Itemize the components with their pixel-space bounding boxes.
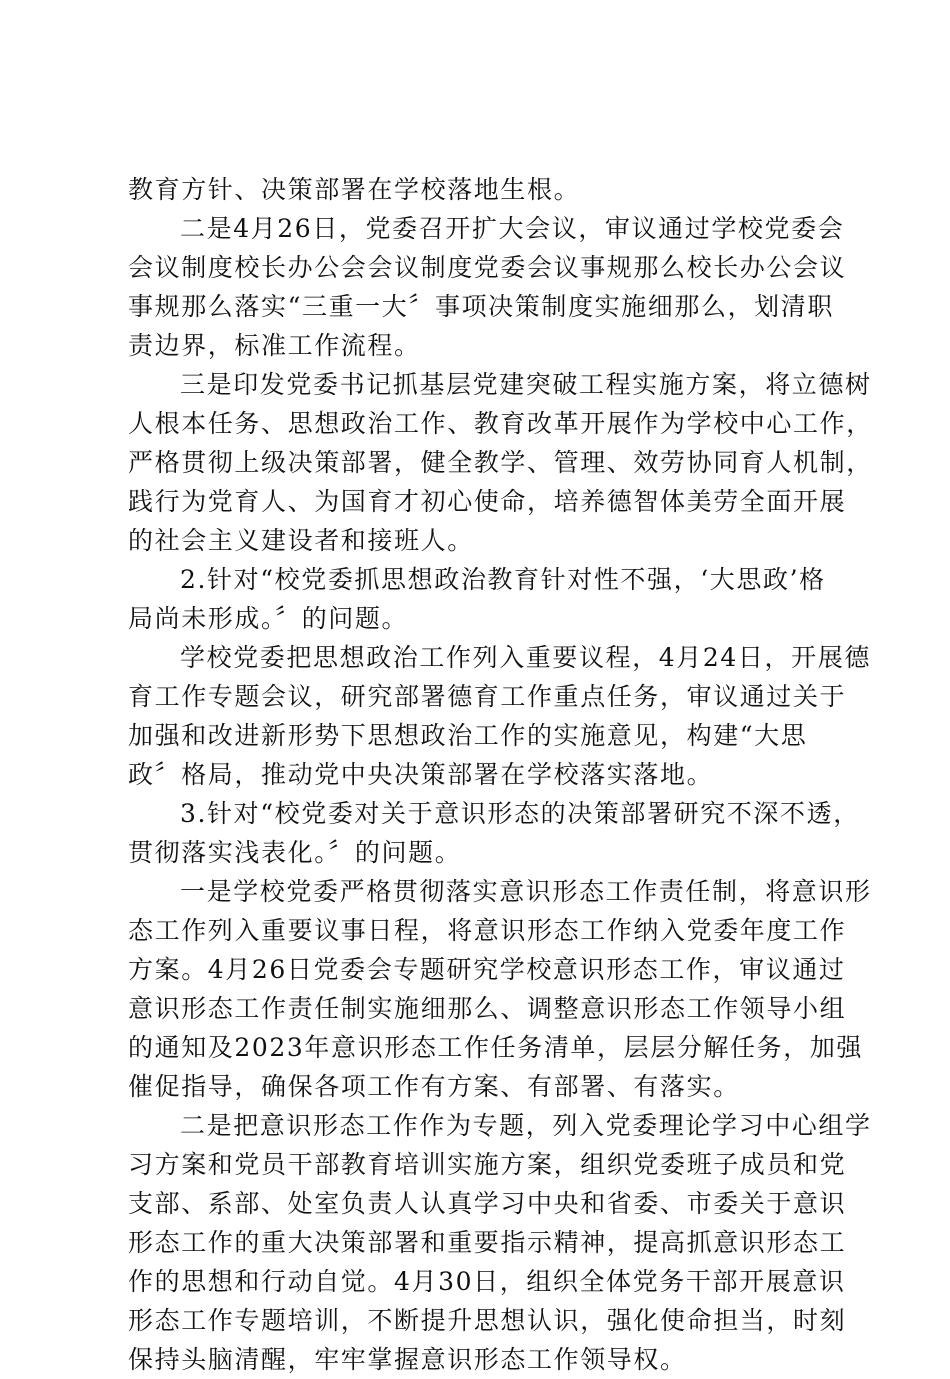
paragraph-start-line: 二是把意识形态工作作为专题，列入党委理论学习中心组学 [180,1111,872,1140]
text-line: 的社会主义建设者和接班人。 [128,526,474,555]
text-line: 意识形态工作责任制实施细那么、调整意识形态工作领导小组 [128,994,847,1023]
section-heading-line: 3.针对“校党委对关于意识形态的决策部署研究不深不透， [180,799,860,828]
text-line: 的通知及2023年意识形态工作任务清单，层层分解任务，加强 [128,1033,864,1062]
text-line: 践行为党育人、为国育才初心使命，培养德智体美劳全面开展 [128,487,847,516]
text-line: 严格贯彻上级决策部署，健全教学、管理、效劳协同育人机制， [128,448,873,477]
text-line: 催促指导，确保各项工作有方案、有部署、有落实。 [128,1072,740,1101]
text-line: 事规那么落实“三重一大〞事项决策制度实施细那么，划清职 [128,292,834,321]
text-line: 保持头脑清醒，牢牢掌握意识形态工作领导权。 [128,1345,687,1374]
paragraph-start-line: 三是印发党委书记抓基层党建突破工程实施方案，将立德树 [180,370,872,399]
text-line: 支部、系部、处室负责人认真学习中央和省委、市委关于意识 [128,1189,847,1218]
text-line: 会议制度校长办公会会议制度党委会议事规那么校长办公会议 [128,253,847,282]
text-line: 习方案和党员干部教育培训实施方案，组织党委班子成员和党 [128,1150,847,1179]
paragraph-start-line: 学校党委把思想政治工作列入重要议程，4月24日，开展德 [180,643,871,672]
text-line: 政〞格局，推动党中央决策部署在学校落实落地。 [128,760,714,789]
text-line: 局尚未形成。〞的问题。 [128,604,409,633]
text-line: 形态工作专题培训，不断提升思想认识，强化使命担当，时刻 [128,1306,847,1335]
paragraph-start-line: 一是学校党委严格贯彻落实意识形态工作责任制，将意识形 [180,877,872,906]
text-line: 方案。4月26日党委会专题研究学校意识形态工作，审议通过 [128,955,846,984]
text-line: 形态工作的重大决策部署和重要指示精神，提高抓意识形态工 [128,1228,847,1257]
document-body [128,170,873,1379]
section-heading-line: 2.针对“校党委抓思想政治教育针对性不强，‘大思政’格 [180,565,826,594]
text-line: 贯彻落实浅表化。〞的问题。 [128,838,462,867]
text-line: 加强和改进新形势下思想政治工作的实施意见，构建“大思 [128,721,808,750]
text-line: 教育方针、决策部署在学校落地生根。 [128,175,581,204]
text-line: 育工作专题会议，研究部署德育工作重点任务，审议通过关于 [128,682,847,711]
text-line: 责边界，标准工作流程。 [128,331,421,360]
paragraph-start-line: 二是4月26日，党委召开扩大会议，审议通过学校党委会 [180,214,845,243]
text-line: 作的思想和行动自觉。4月30日，组织全体党务干部开展意识 [128,1267,846,1296]
text-line: 态工作列入重要议事日程，将意识形态工作纳入党委年度工作 [128,916,847,945]
text-line: 人根本任务、思想政治工作、教育改革开展作为学校中心工作， [128,409,873,438]
